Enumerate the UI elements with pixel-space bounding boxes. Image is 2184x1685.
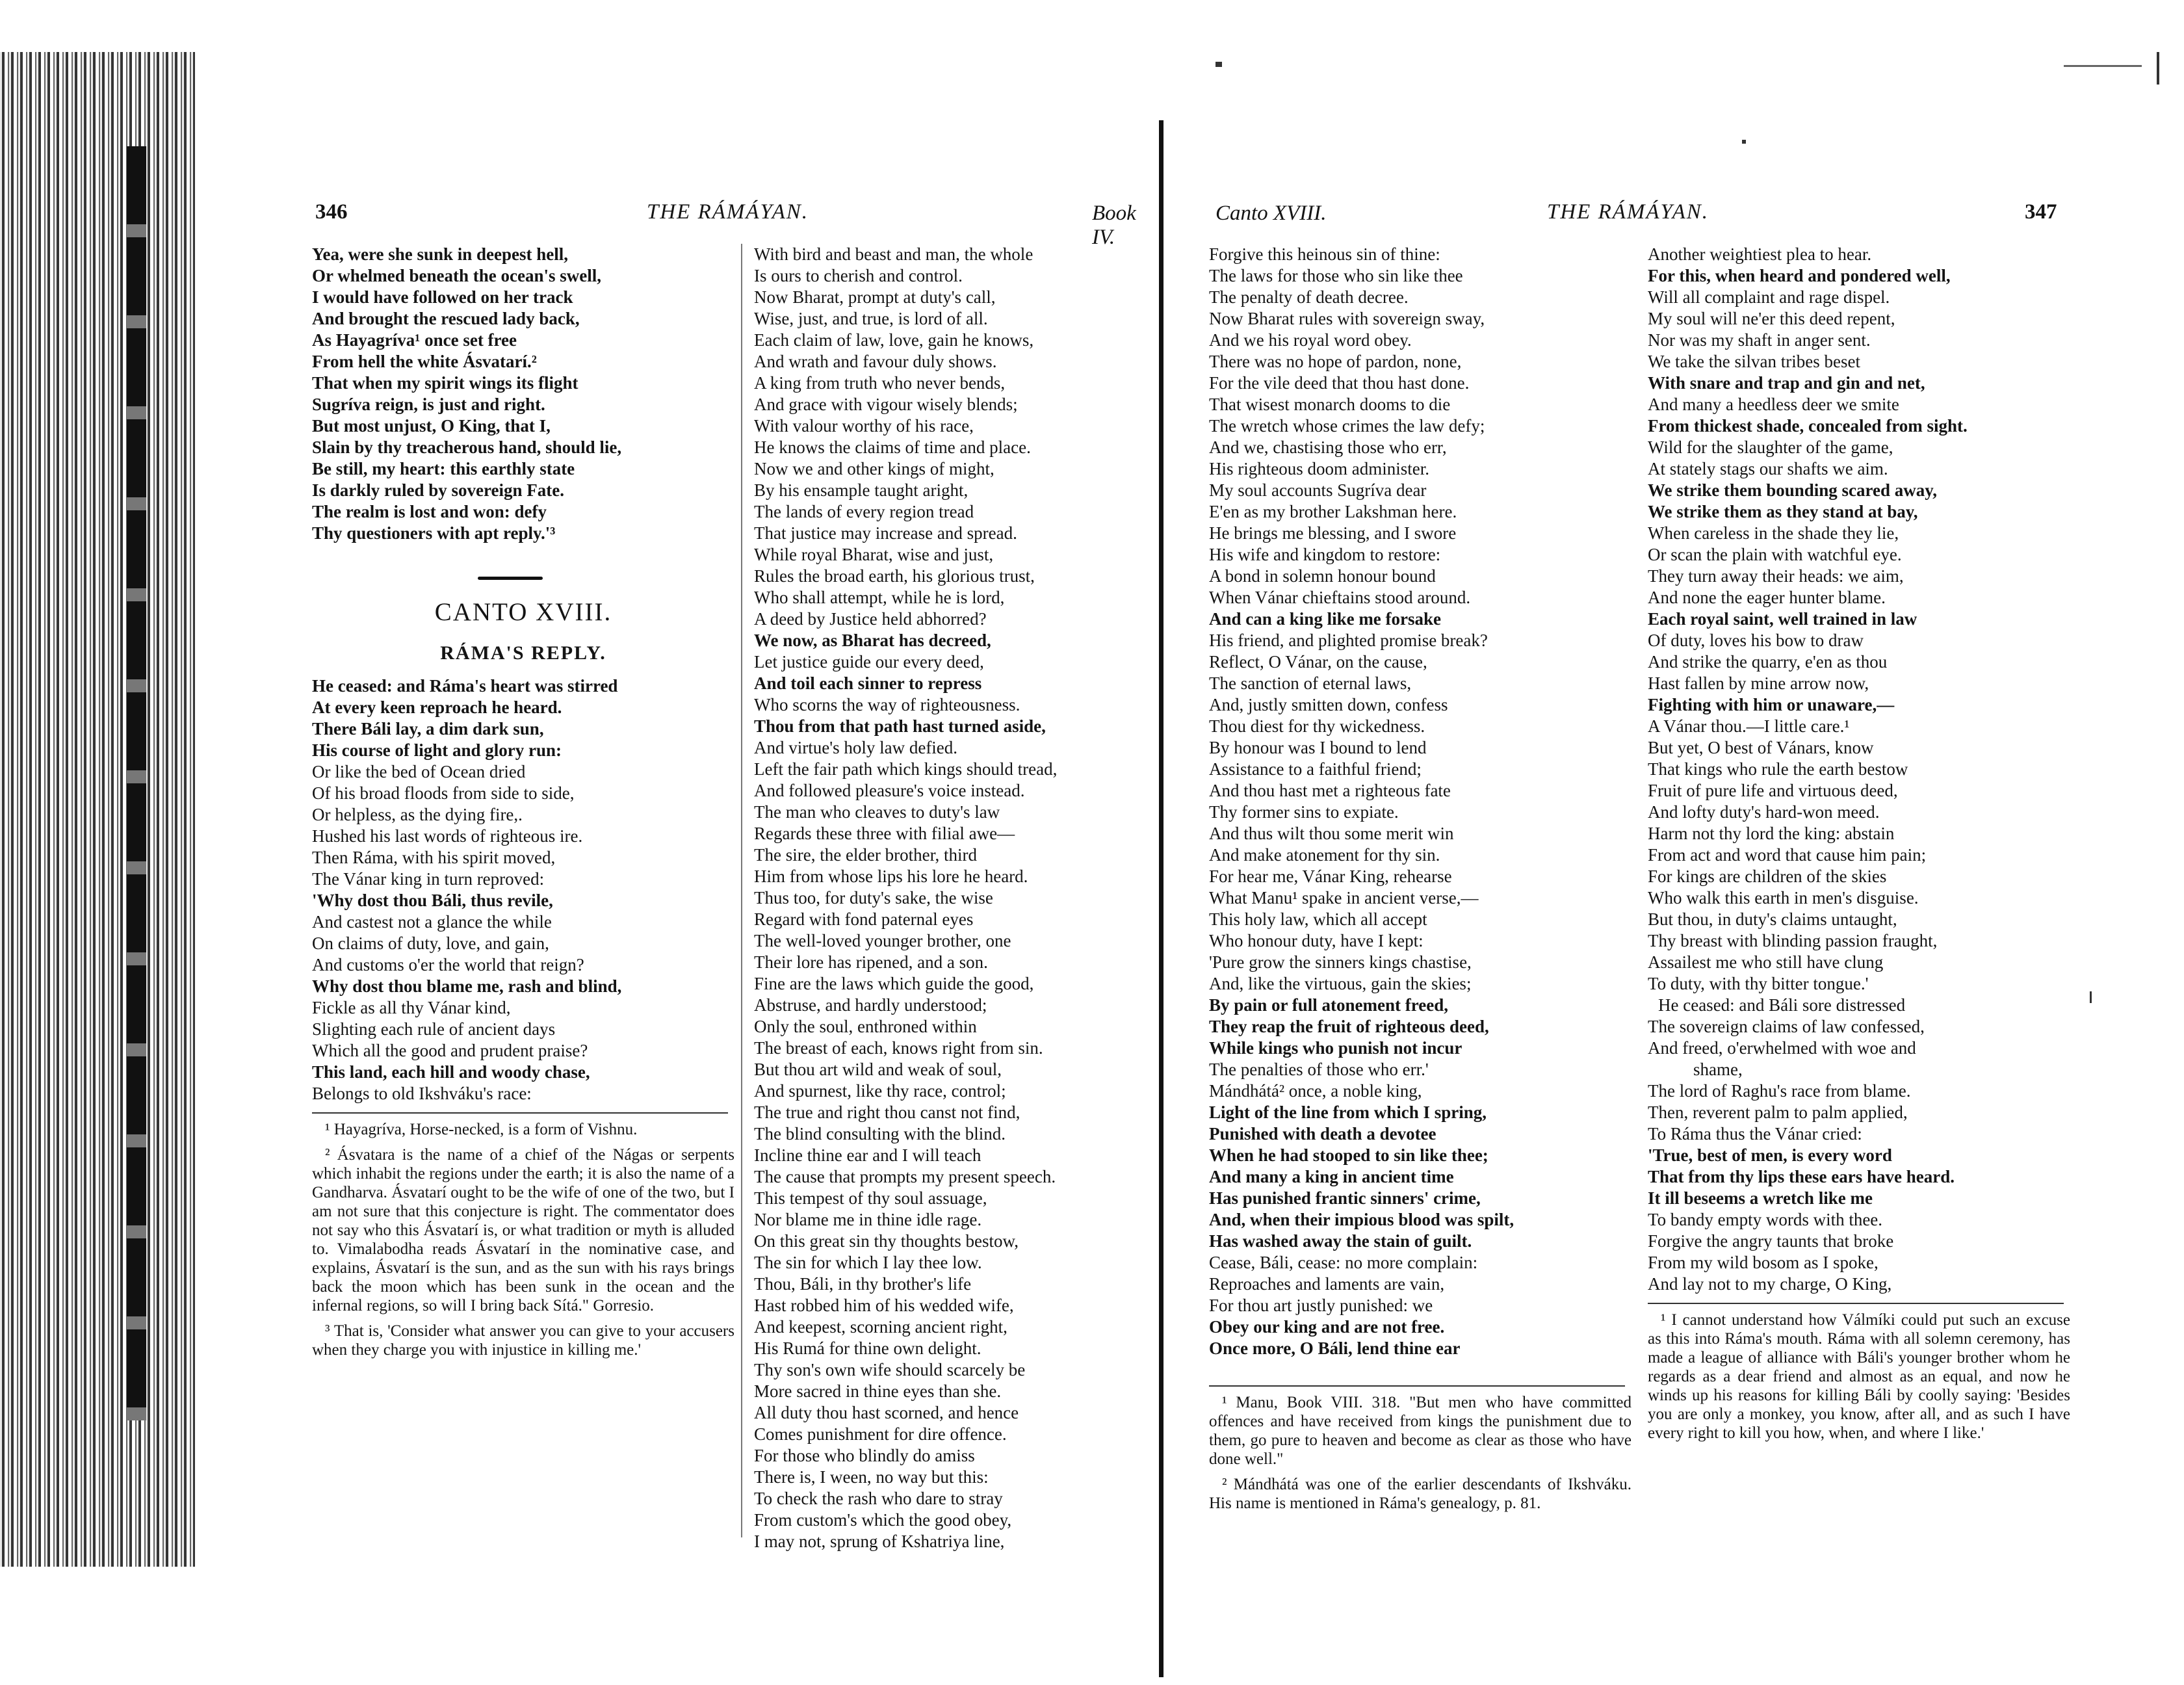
verse-line: Now we and other kings of might, — [754, 459, 994, 478]
verse-line: Or helpless, as the dying fire,. — [312, 805, 523, 824]
verse-line: Let justice guide our every deed, — [754, 652, 984, 672]
footnote: ² Mándhátá was one of the earlier descendants of Ikshváku. His name is mentioned in Ráma's genealogy, p. 81. — [1209, 1476, 1632, 1512]
verse-line: There is, I ween, no way but this: — [754, 1467, 989, 1487]
verse-line: The blind consulting with the blind. — [754, 1124, 1006, 1143]
verse-line: My soul will ne'er this deed repent, — [1648, 309, 1895, 328]
verse-line: And castest not a glance the while — [312, 912, 552, 932]
verse-line: And none the eager hunter blame. — [1648, 588, 1886, 607]
verse-line: 'Pure grow the sinners kings chastise, — [1209, 952, 1472, 972]
right-running-head — [1196, 200, 2067, 233]
verse-line: Why dost thou blame me, rash and blind, — [312, 976, 622, 996]
verse-line: His friend, and plighted promise break? — [1209, 631, 1488, 650]
verse-line: 'True, best of men, is every word — [1648, 1145, 1892, 1165]
verse-line: The laws for those who sin like thee — [1209, 266, 1463, 285]
verse-line: That kings who rule the earth bestow — [1648, 759, 1908, 779]
verse-line: And, justly smitten down, confess — [1209, 695, 1448, 714]
verse-line: There was no hope of pardon, none, — [1209, 352, 1462, 371]
verse-line: Hushed his last words of righteous ire. — [312, 826, 583, 846]
verse-line: And followed pleasure's voice instead. — [754, 781, 1025, 800]
verse-line: By honour was I bound to lend — [1209, 738, 1427, 757]
verse-lines-top — [312, 244, 734, 544]
verse-line: The penalty of death decree. — [1209, 287, 1409, 307]
left-page-number: 346 — [315, 200, 348, 224]
canto-ornament-rule — [312, 570, 734, 590]
right-column-2 — [1648, 244, 2070, 1449]
verse-line: Be still, my heart: this earthly state — [312, 459, 575, 478]
verse-line: From custom's which the good obey, — [754, 1510, 1012, 1530]
verse-line: A Vánar thou.—I little care.¹ — [1648, 716, 1850, 736]
verse-line: This holy law, which all accept — [1209, 909, 1427, 929]
verse-line: This land, each hill and woody chase, — [312, 1062, 590, 1082]
verse-line: Is ours to cherish and control. — [754, 266, 963, 285]
scan-speck — [2090, 991, 2092, 1003]
verse-line: This tempest of thy soul assuage, — [754, 1188, 987, 1208]
verse-line: The sire, the elder brother, third — [754, 845, 978, 865]
verse-line: From thickest shade, concealed from sight. — [1648, 416, 1968, 436]
verse-line: And customs o'er the world that reign? — [312, 955, 584, 974]
verse-line: The man who cleaves to duty's law — [754, 802, 1000, 822]
right-column-1 — [1209, 244, 1632, 1519]
verse-line: Thou diest for thy wickedness. — [1209, 716, 1425, 736]
verse-line: Each claim of law, love, gain he knows, — [754, 330, 1034, 350]
verse-line: While kings who punish not incur — [1209, 1038, 1462, 1058]
verse-line: With valour worthy of his race, — [754, 416, 974, 436]
verse-line: Fighting with him or unaware,— — [1648, 695, 1895, 714]
book-label: Book IV. — [1092, 202, 1136, 249]
verse-line: And virtue's holy law defied. — [754, 738, 958, 757]
verse-line: And, when their impious blood was spilt, — [1209, 1210, 1514, 1229]
left-column-1 — [312, 244, 734, 1366]
verse-line: Obey our king and are not free. — [1209, 1317, 1445, 1337]
verse-line: And toil each sinner to repress — [754, 673, 982, 693]
verse-line: Now Bharat, prompt at duty's call, — [754, 287, 996, 307]
verse-line: The sovereign claims of law confessed, — [1648, 1017, 1925, 1036]
verse-line: And thou hast met a righteous fate — [1209, 781, 1451, 800]
verse-line: But yet, O best of Vánars, know — [1648, 738, 1874, 757]
canto-label: Canto XVIII. — [1216, 202, 1327, 225]
footnote: ² Ásvatara is the name of a chief of the Nágas or serpents which inhabit the regions under the earth; it is also the name of a Gandharva. Ásvatarí ought to be the wife of one of the two, but I am not sure that this conjecture is right. The commentator does not say who this Ásvatarí is, or what tradition or myth is alluded to. Vimalabodha reads Ásvatarí in the nominative case, and explains, Ásvatarí is the sun, and as the sun with his rays brings back the moon which has been sunk in the ocean and the infernal regions, so will I bring back Sítá." Gorresio. — [312, 1146, 734, 1314]
verse-line: Who walk this earth in men's disguise. — [1648, 888, 1919, 908]
verse-line: Wise, just, and true, is lord of all. — [754, 309, 988, 328]
verse-line: Slain by thy treacherous hand, should lie, — [312, 438, 622, 457]
verse-line: Then, reverent palm to palm applied, — [1648, 1103, 1908, 1122]
verse-line: But most unjust, O King, that I, — [312, 416, 551, 436]
verse-line: E'en as my brother Lakshman here. — [1209, 502, 1457, 521]
verse-line: Forgive the angry taunts that broke — [1648, 1231, 1894, 1251]
verse-line: Fickle as all thy Vánar kind, — [312, 998, 511, 1017]
verse-line: It ill beseems a wretch like me — [1648, 1188, 1873, 1208]
left-column-2 — [754, 244, 1176, 1552]
verse-line: The lord of Raghu's race from blame. — [1648, 1081, 1911, 1101]
verse-line: For this, when heard and pondered well, — [1648, 266, 1951, 285]
verse-line: The penalties of those who err.' — [1209, 1060, 1429, 1079]
verse-line: Or whelmed beneath the ocean's swell, — [312, 266, 601, 285]
verse-line: And keepest, scorning ancient right, — [754, 1317, 1008, 1337]
verse-line: I may not, sprung of Kshatriya line, — [754, 1532, 1005, 1551]
verse-line: And grace with vigour wisely blends; — [754, 395, 1018, 414]
verse-line: Thy former sins to expiate. — [1209, 802, 1399, 822]
verse-line: Once more, O Báli, lend thine ear — [1209, 1339, 1461, 1358]
verse-line: We strike them bounding scared away, — [1648, 480, 1938, 500]
verse-line: But thou art wild and weak of soul, — [754, 1060, 1002, 1079]
verse-line: Nor blame me in thine idle rage. — [754, 1210, 982, 1229]
verse-line: His wife and kingdom to restore: — [1209, 545, 1441, 564]
verse-line: And thus wilt thou some merit win — [1209, 824, 1454, 843]
footnote-rule — [312, 1112, 728, 1114]
verse-line: Thy son's own wife should scarcely be — [754, 1360, 1026, 1379]
verse-line: Fruit of pure life and virtuous deed, — [1648, 781, 1898, 800]
scan-binding-mark — [127, 146, 146, 1420]
verse-line: Sugríva reign, is just and right. — [312, 395, 545, 414]
verse-line: The sanction of eternal laws, — [1209, 673, 1412, 693]
verse-line: Hast fallen by mine arrow now, — [1648, 673, 1869, 693]
footnote: ¹ Manu, Book VIII. 318. "But men who have committed offences and have received from kings the punishment due to them, go pure to heaven and become as clear as those who have done well." — [1209, 1394, 1632, 1468]
footnote-rule — [1648, 1303, 2064, 1304]
scan-binding-strip — [0, 52, 195, 1567]
verse-line: We strike them as they stand at bay, — [1648, 502, 1918, 521]
right-page-number: 347 — [2025, 200, 2057, 224]
verse-line: Rules the broad earth, his glorious trust, — [754, 566, 1035, 586]
verse-line: While royal Bharat, wise and just, — [754, 545, 994, 564]
verse-line: Thy breast with blinding passion fraught, — [1648, 931, 1938, 950]
verse-line: His course of light and glory run: — [312, 740, 562, 760]
verse-line: Regards these three with filial awe— — [754, 824, 1015, 843]
verse-line: Wild for the slaughter of the game, — [1648, 438, 1893, 457]
verse-line: I would have followed on her track — [312, 287, 573, 307]
verse-line: Regard with fond paternal eyes — [754, 909, 974, 929]
verse-line: They reap the fruit of righteous deed, — [1209, 1017, 1489, 1036]
verse-line: As Hayagríva¹ once set free — [312, 330, 517, 350]
verse-line: More sacred in thine eyes than she. — [754, 1381, 1002, 1401]
right-page — [1196, 0, 2070, 1685]
footnote-rule — [1209, 1385, 1625, 1387]
verse-line: What Manu¹ spake in ancient verse,— — [1209, 888, 1479, 908]
verse-line: To check the rash who dare to stray — [754, 1489, 1003, 1508]
verse-line: Mándhátá² once, a noble king, — [1209, 1081, 1422, 1101]
verse-line: And wrath and favour duly shows. — [754, 352, 997, 371]
verse-line: That justice may increase and spread. — [754, 523, 1017, 543]
scan-speck — [2064, 65, 2142, 67]
footnote: ¹ I cannot understand how Válmíki could put such an excuse as this into Ráma's mouth. Ráma with all solemn ceremony, has made a league of alliance with Báli's younger brother whom he regards as a dear friend and almost as an equal, and now he winds up his reasons for killing Báli by coolly saying: 'Besides you are only a monkey, you know, after all, and as such I have every right to kill you how, when, and where I like.' — [1648, 1311, 2070, 1442]
left-running-title: THE RÁMÁYAN. — [647, 200, 809, 224]
verse-line: We take the silvan tribes beset — [1648, 352, 1860, 371]
verse-line: Belongs to old Ikshváku's race: — [312, 1084, 532, 1103]
verse-line: To duty, with thy bitter tongue.' — [1648, 974, 1869, 993]
verse-line: And freed, o'erwhelmed with woe and — [1648, 1038, 1916, 1058]
right-col2-footnotes — [1648, 1311, 2070, 1443]
verse-line: Then Ráma, with his spirit moved, — [312, 848, 556, 867]
verse-line: From act and word that cause him pain; — [1648, 845, 1927, 865]
verse-line: And spurnest, like thy race, control; — [754, 1081, 1006, 1101]
verse-line: On this great sin thy thoughts bestow, — [754, 1231, 1019, 1251]
verse-line: From my wild bosom as I spoke, — [1648, 1253, 1878, 1272]
verse-line: When he had stooped to sin like thee; — [1209, 1145, 1488, 1165]
verse-line: Comes punishment for dire offence. — [754, 1424, 1007, 1444]
canto-title: CANTO XVIII. — [434, 598, 612, 626]
verse-line: Abstruse, and hardly understood; — [754, 995, 987, 1015]
verse-line: That from thy lips these ears have heard. — [1648, 1167, 1955, 1186]
verse-line: And lofty duty's hard-won meed. — [1648, 802, 1880, 822]
verse-line: Harm not thy lord the king: abstain — [1648, 824, 1895, 843]
verse-line: Light of the line from which I spring, — [1209, 1103, 1487, 1122]
verse-line: For those who blindly do amiss — [754, 1446, 975, 1465]
verse-line: Punished with death a devotee — [1209, 1124, 1436, 1143]
verse-line: To Ráma thus the Vánar cried: — [1648, 1124, 1862, 1143]
right-running-title: THE RÁMÁYAN. — [1547, 200, 1710, 224]
verse-line: A king from truth who never bends, — [754, 373, 1006, 393]
verse-line: And many a heedless deer we smite — [1648, 395, 1899, 414]
verse-line: For hear me, Vánar King, rehearse — [1209, 867, 1452, 886]
verse-line: And make atonement for thy sin. — [1209, 845, 1440, 865]
verse-line: Only the soul, enthroned within — [754, 1017, 977, 1036]
verse-line: And, like the virtuous, gain the skies; — [1209, 974, 1472, 993]
verse-line: With bird and beast and man, the whole — [754, 244, 1034, 264]
left-running-head — [299, 200, 1164, 249]
verse-line: Each royal saint, well trained in law — [1648, 609, 1918, 629]
verse-line: Or like the bed of Ocean dried — [312, 762, 526, 781]
left-page — [299, 0, 1164, 1685]
verse-line: By his ensample taught aright, — [754, 480, 968, 500]
verse-line: shame, — [1693, 1060, 1743, 1079]
verse-line: The breast of each, knows right from sin. — [754, 1038, 1043, 1058]
verse-line: Their lore has ripened, and a son. — [754, 952, 988, 972]
verse-line: Which all the good and prudent praise? — [312, 1041, 588, 1060]
verse-line: And lay not to my charge, O King, — [1648, 1274, 1892, 1294]
verse-line: Him from whose lips his lore he heard. — [754, 867, 1028, 886]
right-col1-footnotes — [1209, 1393, 1632, 1513]
verse-line: We now, as Bharat has decreed, — [754, 631, 991, 650]
verse-line: A deed by Justice held abhorred? — [754, 609, 987, 629]
verse-line: All duty thou hast scorned, and hence — [754, 1403, 1019, 1422]
verse-line: That when my spirit wings its flight — [312, 373, 578, 393]
verse-line: To bandy empty words with thee. — [1648, 1210, 1883, 1229]
verse-line: And strike the quarry, e'en as thou — [1648, 652, 1888, 672]
footnote: ¹ Hayagríva, Horse-necked, is a form of Vishnu. — [325, 1121, 638, 1138]
verse-line: Thus too, for duty's sake, the wise — [754, 888, 993, 908]
footnote: ³ That is, 'Consider what answer you can give to your accusers when they charge you with injustice in killing me.' — [312, 1322, 734, 1359]
verse-line: Has punished frantic sinners' crime, — [1209, 1188, 1481, 1208]
verse-line: By pain or full atonement freed, — [1209, 995, 1448, 1015]
verse-line: The sin for which I lay thee low. — [754, 1253, 982, 1272]
verse-line: The true and right thou canst not find, — [754, 1103, 1020, 1122]
canto-subtitle: RÁMA'S REPLY. — [440, 642, 606, 664]
verse-line: A bond in solemn honour bound — [1209, 566, 1436, 586]
verse-line: His Rumá for thine own delight. — [754, 1339, 982, 1358]
verse-line: For the vile deed that thou hast done. — [1209, 373, 1470, 393]
verse-line: Slighting each rule of ancient days — [312, 1019, 556, 1039]
verse-line: Thou from that path hast turned aside, — [754, 716, 1046, 736]
verse-line: Incline thine ear and I will teach — [754, 1145, 982, 1165]
verse-line: My soul accounts Sugríva dear — [1209, 480, 1427, 500]
verse-line: But thou, in duty's claims untaught, — [1648, 909, 1897, 929]
verse-line: Forgive this heinous sin of thine: — [1209, 244, 1440, 264]
verse-line: Fine are the laws which guide the good, — [754, 974, 1034, 993]
verse-line: Left the fair path which kings should tread, — [754, 759, 1058, 779]
verse-line: When Vánar chieftains stood around. — [1209, 588, 1471, 607]
verse-line: Reflect, O Vánar, on the cause, — [1209, 652, 1427, 672]
verse-line: And many a king in ancient time — [1209, 1167, 1454, 1186]
left-footnotes — [312, 1120, 734, 1359]
verse-line: The well-loved younger brother, one — [754, 931, 1011, 950]
verse-line: His righteous doom administer. — [1209, 459, 1429, 478]
verse-line: That wisest monarch dooms to die — [1209, 395, 1451, 414]
verse-line: For thou art justly punished: we — [1209, 1296, 1433, 1315]
verse-line: Now Bharat rules with sovereign sway, — [1209, 309, 1485, 328]
verse-line: The cause that prompts my present speech. — [754, 1167, 1056, 1186]
verse-line: Hast robbed him of his wedded wife, — [754, 1296, 1014, 1315]
verse-line: Has washed away the stain of guilt. — [1209, 1231, 1472, 1251]
verse-line: At stately stags our shafts we aim. — [1648, 459, 1888, 478]
verse-line: Another weightiest plea to hear. — [1648, 244, 1872, 264]
verse-line: The wretch whose crimes the law defy; — [1209, 416, 1485, 436]
verse-line: Who scorns the way of righteousness. — [754, 695, 1020, 714]
verse-line: From hell the white Ásvatarí.² — [312, 352, 537, 371]
verse-line: On claims of duty, love, and gain, — [312, 934, 549, 953]
verse-line: Assistance to a faithful friend; — [1209, 759, 1422, 779]
verse-line: Cease, Báli, cease: no more complain: — [1209, 1253, 1478, 1272]
column-divider — [741, 244, 742, 1537]
verse-line: 'Why dost thou Báli, thus revile, — [312, 891, 553, 910]
verse-line: There Báli lay, a dim dark sun, — [312, 719, 544, 738]
verse-line: The Vánar king in turn reproved: — [312, 869, 545, 889]
verse-line: Who honour duty, have I kept: — [1209, 931, 1424, 950]
scan-speck — [2157, 52, 2159, 85]
verse-line: They turn away their heads: we aim, — [1648, 566, 1904, 586]
verse-line: He brings me blessing, and I swore — [1209, 523, 1457, 543]
verse-line: Thou, Báli, in thy brother's life — [754, 1274, 972, 1294]
verse-line: And we his royal word obey. — [1209, 330, 1412, 350]
verse-line: Assailest me who still have clung — [1648, 952, 1884, 972]
verse-line: Will all complaint and rage dispel. — [1648, 287, 1890, 307]
verse-line: Is darkly ruled by sovereign Fate. — [312, 480, 565, 500]
verse-line: Yea, were she sunk in deepest hell, — [312, 244, 569, 264]
verse-line: Reproaches and laments are vain, — [1209, 1274, 1445, 1294]
verse-line: With snare and trap and gin and net, — [1648, 373, 1925, 393]
verse-line: He ceased: and Ráma's heart was stirred — [312, 676, 618, 696]
verse-line: He knows the claims of time and place. — [754, 438, 1031, 457]
verse-line: Who shall attempt, while he is lord, — [754, 588, 1005, 607]
verse-line: Nor was my shaft in anger sent. — [1648, 330, 1871, 350]
verse-lines-canto — [312, 675, 734, 1104]
verse-line: Or scan the plain with watchful eye. — [1648, 545, 1902, 564]
verse-line: Thy questioners with apt reply.'³ — [312, 523, 556, 543]
verse-line: Of his broad floods from side to side, — [312, 783, 575, 803]
verse-line: When careless in the shade they lie, — [1648, 523, 1899, 543]
verse-line: He ceased: and Báli sore distressed — [1658, 995, 1906, 1015]
verse-line: And we, chastising those who err, — [1209, 438, 1447, 457]
verse-line: And brought the rescued lady back, — [312, 309, 580, 328]
verse-line: At every keen reproach he heard. — [312, 698, 562, 717]
verse-line: And can a king like me forsake — [1209, 609, 1442, 629]
verse-line: For kings are children of the skies — [1648, 867, 1887, 886]
verse-line: The lands of every region tread — [754, 502, 974, 521]
verse-line: Of duty, loves his bow to draw — [1648, 631, 1864, 650]
verse-line: The realm is lost and won: defy — [312, 502, 547, 521]
